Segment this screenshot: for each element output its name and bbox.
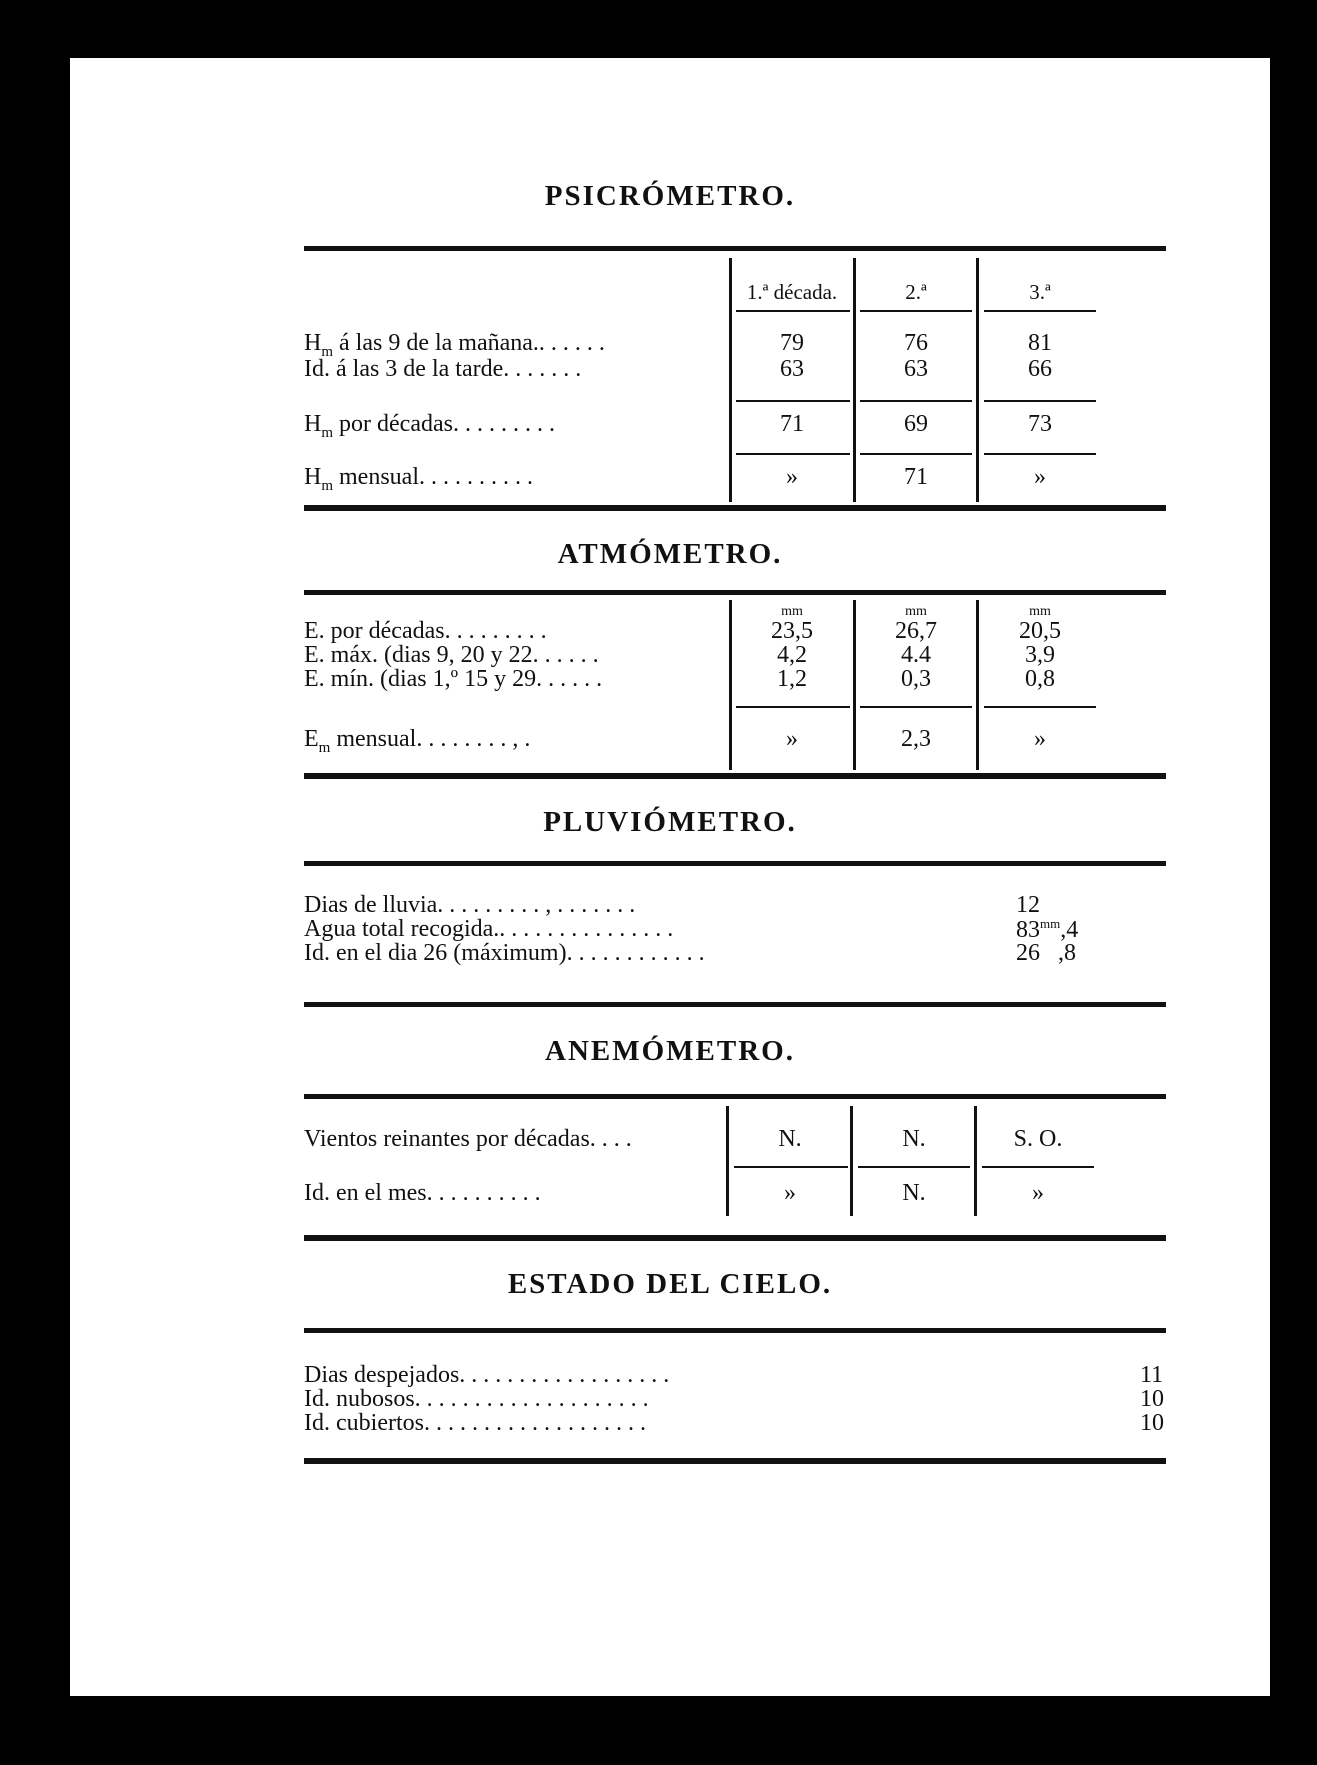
row-label: Id. en el mes. . . . . . . . . . xyxy=(304,1180,541,1206)
row-label: Id. nubosos. . . . . . . . . . . . . . . . . . . . xyxy=(304,1386,649,1412)
document-page xyxy=(70,58,1270,1696)
column-divider xyxy=(853,258,856,502)
section-rule xyxy=(304,1235,1166,1241)
row-label: Vientos reinantes por décadas. . . . xyxy=(304,1126,632,1152)
column-header-3: 3.ª xyxy=(1029,280,1051,304)
row-label: $H_m$ por décadas. . . . . . . . . xyxy=(304,411,555,441)
table-cell: 69 xyxy=(904,411,928,437)
row-value: 12 xyxy=(1016,892,1040,918)
estado-cielo-title: ESTADO DEL CIELO. xyxy=(507,1268,833,1300)
table-cell: 0,8 xyxy=(1025,666,1055,692)
section-rule xyxy=(304,1002,1166,1007)
row-label: Dias de lluvia. . . . . . . . . , . . . . . . . xyxy=(304,892,636,918)
table-cell: 2,3 xyxy=(901,726,931,752)
table-cell: 1,2 xyxy=(777,666,807,692)
table-cell: 76 xyxy=(904,330,928,356)
row-label: Id. cubiertos. . . . . . . . . . . . . . . . . . . xyxy=(304,1410,646,1436)
table-cell: 63 xyxy=(904,356,928,382)
table-cell: N. xyxy=(778,1126,802,1152)
table-cell: 81 xyxy=(1028,330,1052,356)
unit-label: mm xyxy=(905,604,927,619)
row-label: Id. á las 3 de la tarde. . . . . . . xyxy=(304,356,582,382)
row-label: $E_m$ mensual. . . . . . . . , . xyxy=(304,726,531,756)
table-cell: 26,7 xyxy=(895,618,937,644)
header-underline xyxy=(736,310,850,312)
row-label: E. máx. (dias 9, 20 y 22. . . . . . xyxy=(304,642,599,668)
pluviometro-title: PLUVIÓMETRO. xyxy=(543,806,797,838)
row-label: $H_m$ mensual. . . . . . . . . . xyxy=(304,464,533,494)
section-rule xyxy=(304,1094,1166,1099)
cell-rule xyxy=(984,400,1096,402)
column-divider xyxy=(974,1106,977,1216)
table-cell: N. xyxy=(902,1126,926,1152)
atmometro-title: ATMÓMETRO. xyxy=(557,538,783,570)
unit-label: mm xyxy=(1029,604,1051,619)
unit-label: mm xyxy=(781,604,803,619)
table-cell: 73 xyxy=(1028,411,1052,437)
section-rule xyxy=(304,590,1166,595)
section-rule xyxy=(304,1458,1166,1464)
row-value: 10 xyxy=(1140,1386,1164,1412)
psicrometro-title: PSICRÓMETRO. xyxy=(544,180,796,212)
table-cell: » xyxy=(786,464,798,490)
column-divider xyxy=(726,1106,729,1216)
table-cell: S. O. xyxy=(1013,1126,1063,1152)
header-underline xyxy=(860,310,972,312)
cell-rule xyxy=(736,706,850,708)
section-rule xyxy=(304,246,1166,251)
cell-rule xyxy=(860,706,972,708)
cell-rule xyxy=(736,400,850,402)
cell-rule xyxy=(984,453,1096,455)
column-divider xyxy=(853,600,856,770)
row-label: E. mín. (dias 1,º 15 y 29. . . . . . xyxy=(304,666,603,692)
table-cell: » xyxy=(786,726,798,752)
table-cell: 3,9 xyxy=(1025,642,1055,668)
column-header-2: 2.ª xyxy=(905,280,927,304)
table-cell: » xyxy=(784,1180,796,1206)
row-label: Id. en el dia 26 (máximum). . . . . . . . . . . . xyxy=(304,940,705,966)
cell-rule xyxy=(982,1166,1094,1168)
table-cell: 20,5 xyxy=(1019,618,1061,644)
table-cell: 0,3 xyxy=(901,666,931,692)
cell-rule xyxy=(736,453,850,455)
row-value: 11 xyxy=(1140,1362,1164,1388)
column-divider xyxy=(976,600,979,770)
cell-rule xyxy=(734,1166,848,1168)
row-value: 26 ,8 xyxy=(1016,940,1076,966)
table-cell: 79 xyxy=(780,330,804,356)
column-divider xyxy=(976,258,979,502)
table-cell: 71 xyxy=(780,411,804,437)
column-divider xyxy=(850,1106,853,1216)
section-rule xyxy=(304,505,1166,511)
cell-rule xyxy=(984,706,1096,708)
column-header-1: 1.ª década. xyxy=(746,280,838,304)
table-cell: 4.4 xyxy=(901,642,931,668)
table-cell: » xyxy=(1034,726,1046,752)
table-cell: » xyxy=(1034,464,1046,490)
header-underline xyxy=(984,310,1096,312)
table-cell: 63 xyxy=(780,356,804,382)
anemometro-title: ANEMÓMETRO. xyxy=(545,1035,795,1067)
section-rule xyxy=(304,861,1166,866)
row-label: Agua total recogida.. . . . . . . . . . . . . . . xyxy=(304,916,674,942)
cell-rule xyxy=(858,1166,970,1168)
table-cell: N. xyxy=(902,1180,926,1206)
table-cell: 71 xyxy=(904,464,928,490)
table-cell: 23,5 xyxy=(771,618,813,644)
row-label: E. por décadas. . . . . . . . . xyxy=(304,618,547,644)
cell-rule xyxy=(860,400,972,402)
section-rule xyxy=(304,1328,1166,1333)
row-label: Dias despejados. . . . . . . . . . . . . . . . . . xyxy=(304,1362,670,1388)
row-value: $83^{mm},4$ xyxy=(1016,916,1079,943)
column-divider xyxy=(729,600,732,770)
column-divider xyxy=(729,258,732,502)
table-cell: 4,2 xyxy=(777,642,807,668)
cell-rule xyxy=(860,453,972,455)
section-rule xyxy=(304,773,1166,779)
table-cell: » xyxy=(1032,1180,1044,1206)
row-value: 10 xyxy=(1140,1410,1164,1436)
row-label: $H_m$ á las 9 de la mañana.. . . . . . xyxy=(304,330,605,360)
table-cell: 66 xyxy=(1028,356,1052,382)
